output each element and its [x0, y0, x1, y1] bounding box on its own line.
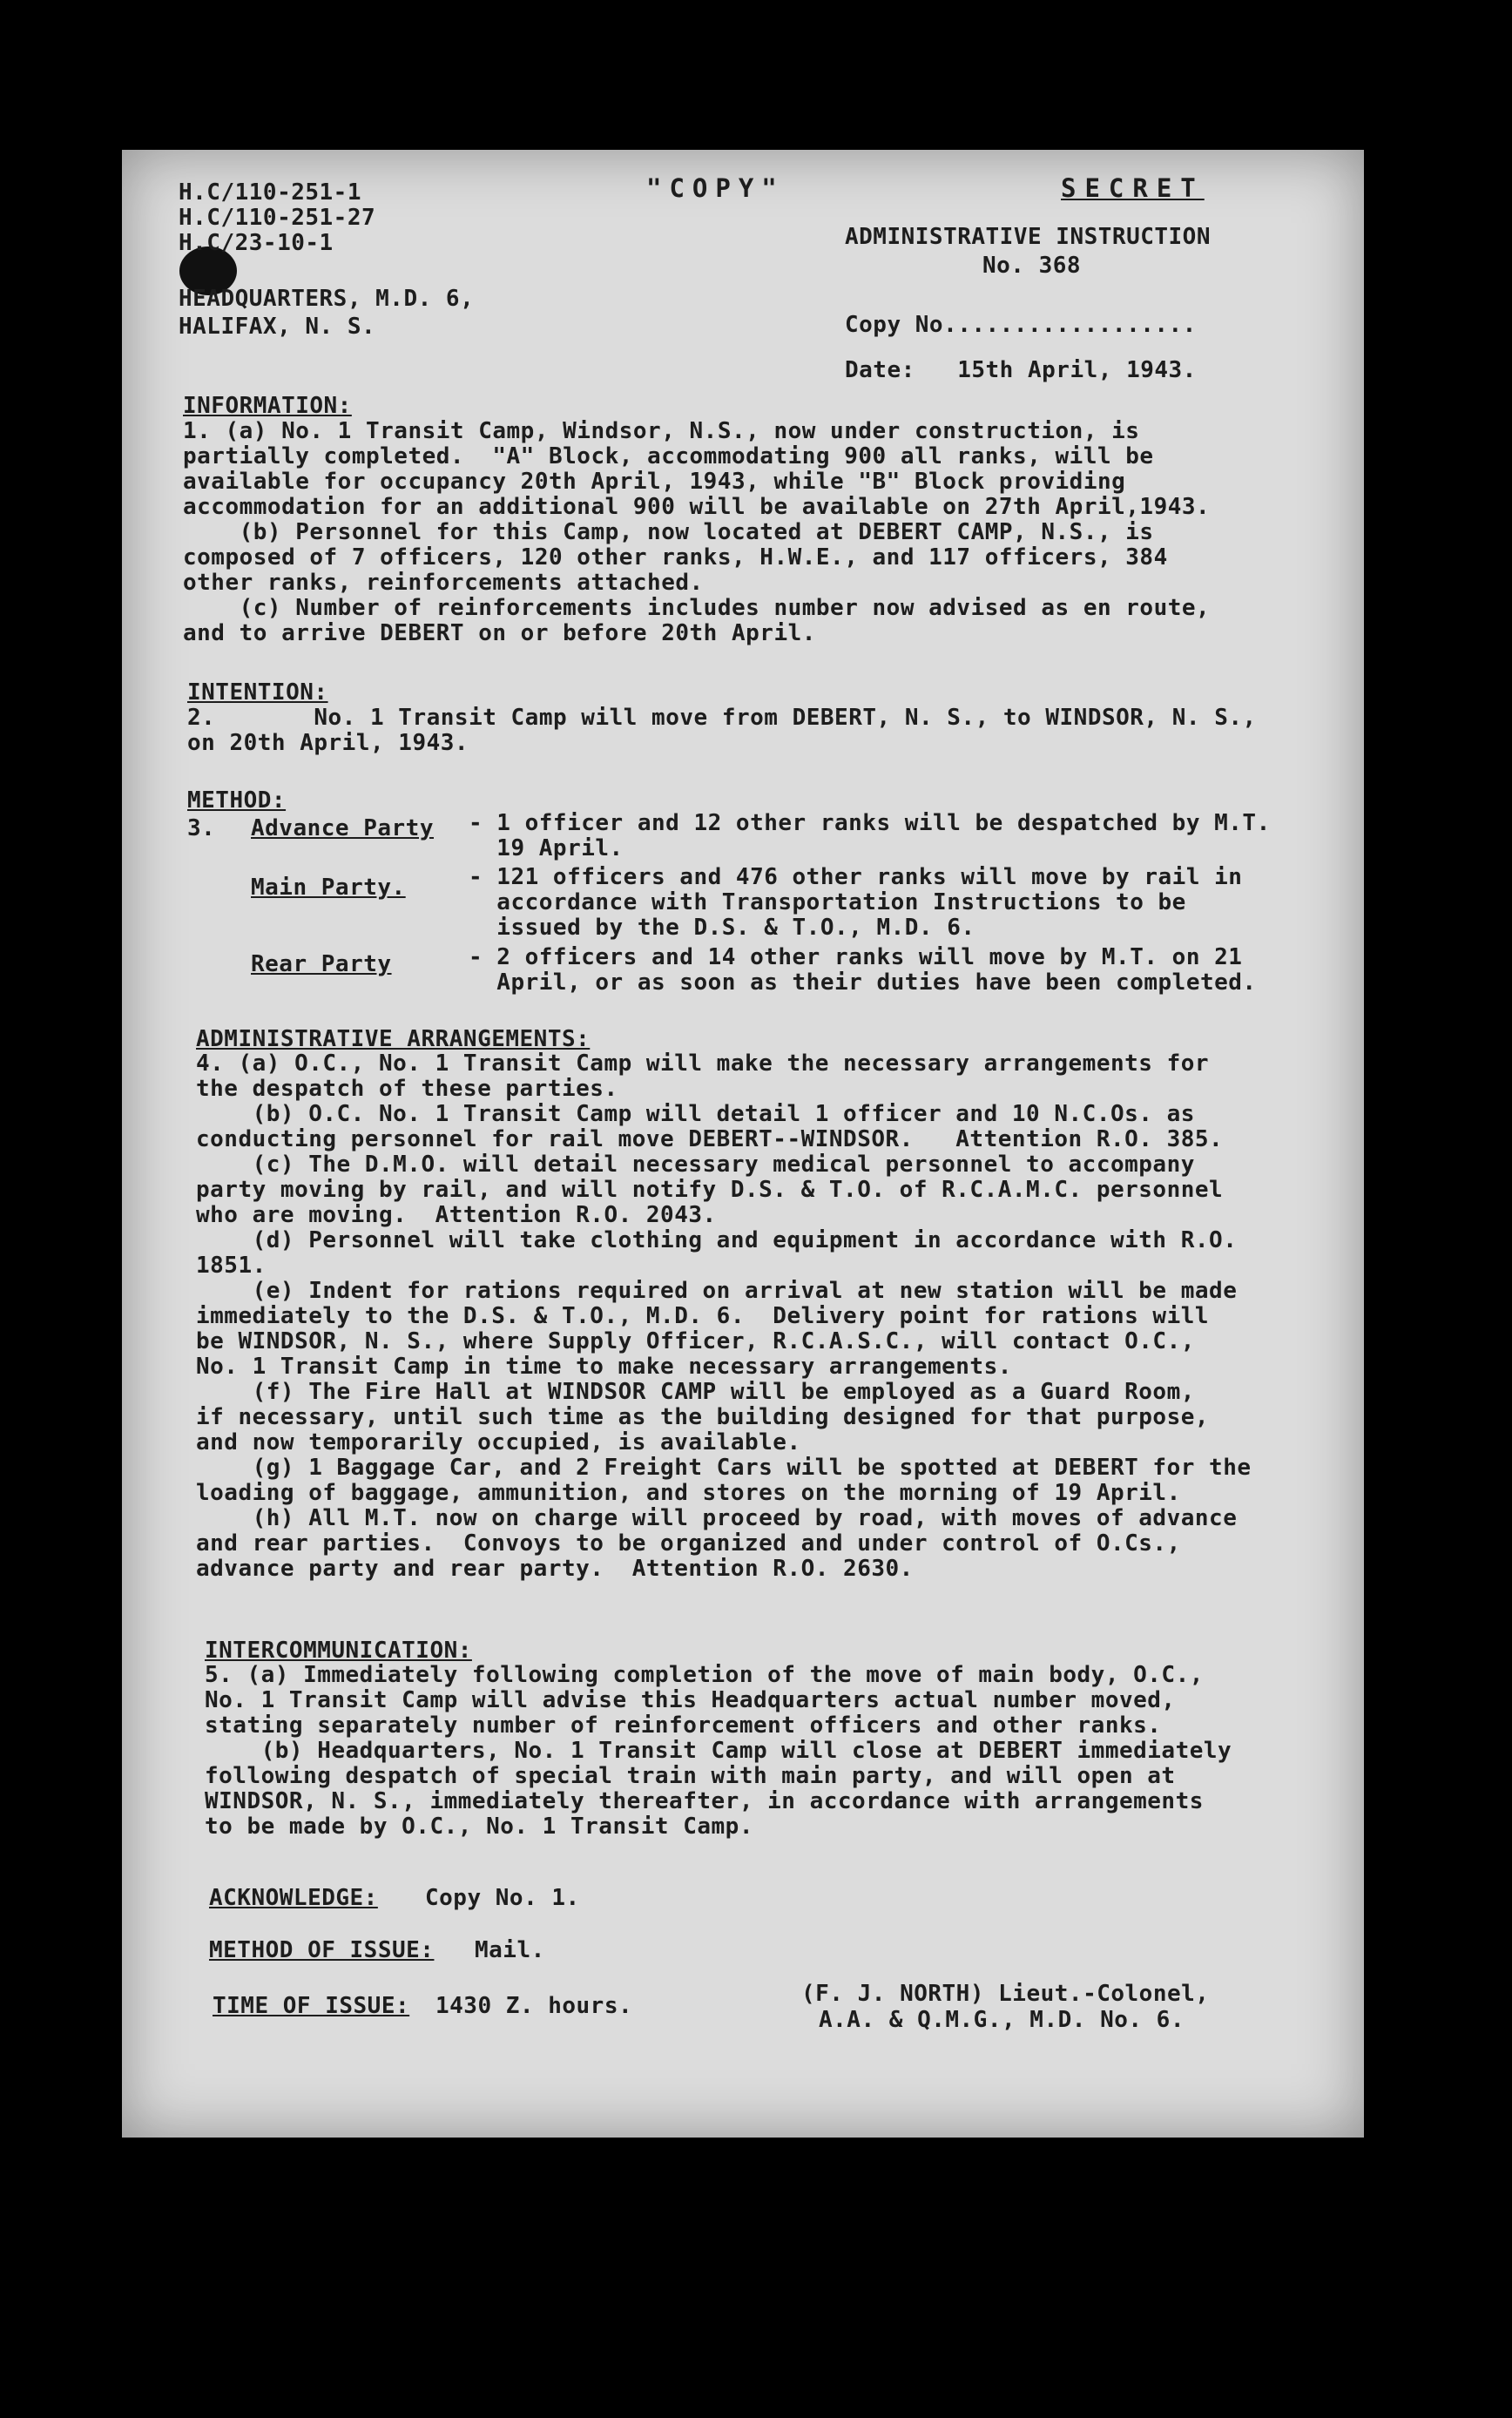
file-ref-1: H.C/110-251-1 [179, 179, 361, 206]
advance-party-line: 19 April. [469, 835, 624, 861]
administrative-line: and rear parties. Convoys to be organized and under control of O.Cs., [196, 1530, 1181, 1557]
rear-party-label: Rear Party [251, 951, 392, 977]
time-of-issue-value: 1430 Z. hours. [435, 1993, 633, 2019]
copy-number-line: Copy No.................. [845, 312, 1197, 338]
information-line: composed of 7 officers, 120 other ranks, H.W.E., and 117 officers, 384 [183, 544, 1168, 571]
intercommunication-line: WINDSOR, N. S., immediately thereafter, in accordance with arrangements [205, 1788, 1204, 1814]
main-party-line: - 121 officers and 476 other ranks will move by rail in [469, 864, 1243, 890]
information-line: and to arrive DEBERT on or before 20th April. [183, 620, 816, 646]
administrative-line: No. 1 Transit Camp in time to make necessary arrangements. [196, 1354, 1012, 1380]
intercommunication-line: No. 1 Transit Camp will advise this Headquarters actual number moved, [205, 1687, 1176, 1713]
advance-party-line: - 1 officer and 12 other ranks will be despatched by M.T. [469, 810, 1271, 836]
administrative-line: (h) All M.T. now on charge will proceed by road, with moves of advance [196, 1505, 1238, 1531]
intercommunication-heading: INTERCOMMUNICATION: [205, 1638, 472, 1664]
main-party-line: accordance with Transportation Instructions to be [469, 889, 1186, 915]
acknowledge-value: Copy No. 1. [425, 1885, 580, 1911]
administrative-line: (c) The D.M.O. will detail necessary medical personnel to accompany [196, 1152, 1195, 1178]
main-party-label: Main Party. [251, 875, 406, 901]
administrative-line: the despatch of these parties. [196, 1076, 618, 1102]
method-of-issue-label: METHOD OF ISSUE: [209, 1937, 435, 1963]
main-party-line: issued by the D.S. & T.O., M.D. 6. [469, 915, 975, 941]
administrative-line: and now temporarily occupied, is available. [196, 1429, 801, 1456]
copy-mark: "COPY" [646, 173, 785, 203]
administrative-line: (g) 1 Baggage Car, and 2 Freight Cars will be spotted at DEBERT for the [196, 1455, 1252, 1481]
administrative-line: 1851. [196, 1253, 267, 1279]
administrative-heading: ADMINISTRATIVE ARRANGEMENTS: [196, 1026, 591, 1052]
file-ref-3: H.C/23-10-1 [179, 230, 334, 256]
method-of-issue-value: Mail. [475, 1937, 545, 1963]
administrative-line: immediately to the D.S. & T.O., M.D. 6. Delivery point for rations will [196, 1303, 1210, 1329]
administrative-line: (d) Personnel will take clothing and equipment in accordance with R.O. [196, 1227, 1238, 1253]
instruction-number: No. 368 [982, 253, 1082, 279]
intercommunication-line: stating separately number of reinforcement officers and other ranks. [205, 1712, 1162, 1739]
intercommunication-line: 5. (a) Immediately following completion of the move of main body, O.C., [205, 1662, 1204, 1688]
date-line: Date: 15th April, 1943. [845, 357, 1197, 383]
information-line: partially completed. "A" Block, accommodating 900 all ranks, will be [183, 443, 1154, 469]
rear-party-line: April, or as soon as their duties have been completed. [469, 969, 1257, 996]
signature-appointment: A.A. & Q.M.G., M.D. No. 6. [819, 2007, 1185, 2033]
acknowledge-label: ACKNOWLEDGE: [209, 1885, 378, 1911]
administrative-line: (f) The Fire Hall at WINDSOR CAMP will be employed as a Guard Room, [196, 1379, 1195, 1405]
intention-line: 2. No. 1 Transit Camp will move from DEBERT, N. S., to WINDSOR, N. S., [187, 705, 1257, 731]
administrative-line: be WINDSOR, N. S., where Supply Officer, R.C.A.S.C., will contact O.C., [196, 1328, 1195, 1354]
information-line: 1. (a) No. 1 Transit Camp, Windsor, N.S., now under construction, is [183, 418, 1140, 444]
administrative-line: 4. (a) O.C., No. 1 Transit Camp will make the necessary arrangements for [196, 1050, 1210, 1077]
headquarters-location: HALIFAX, N. S. [179, 314, 376, 340]
information-line: (c) Number of reinforcements includes number now advised as en route, [183, 595, 1211, 621]
method-heading: METHOD: [187, 787, 287, 814]
intention-line: on 20th April, 1943. [187, 730, 469, 756]
information-line: (b) Personnel for this Camp, now located at DEBERT CAMP, N.S., is [183, 519, 1154, 545]
time-of-issue-label: TIME OF ISSUE: [213, 1993, 410, 2019]
information-line: other ranks, reinforcements attached. [183, 570, 704, 596]
intercommunication-line: (b) Headquarters, No. 1 Transit Camp will close at DEBERT immediately [205, 1738, 1232, 1764]
intercommunication-line: following despatch of special train with main party, and will open at [205, 1763, 1176, 1789]
administrative-line: conducting personnel for rail move DEBERT--WINDSOR. Attention R.O. 385. [196, 1126, 1224, 1152]
intention-heading: INTENTION: [187, 679, 328, 706]
administrative-line: advance party and rear party. Attention R.O. 2630. [196, 1556, 914, 1582]
advance-party-label: Advance Party [251, 815, 434, 841]
administrative-line: (b) O.C. No. 1 Transit Camp will detail 1 officer and 10 N.C.Os. as [196, 1101, 1195, 1127]
headquarters-line: HEADQUARTERS, M.D. 6, [179, 286, 475, 312]
administrative-line: loading of baggage, ammunition, and stores on the morning of 19 April. [196, 1480, 1181, 1506]
administrative-line: (e) Indent for rations required on arrival at new station will be made [196, 1278, 1238, 1304]
administrative-line: who are moving. Attention R.O. 2043. [196, 1202, 717, 1228]
intercommunication-line: to be made by O.C., No. 1 Transit Camp. [205, 1814, 753, 1840]
rear-party-line: - 2 officers and 14 other ranks will move by M.T. on 21 [469, 944, 1243, 970]
administrative-line: if necessary, until such time as the building designed for that purpose, [196, 1404, 1210, 1430]
administrative-line: party moving by rail, and will notify D.S. & T.O. of R.C.A.M.C. personnel [196, 1177, 1224, 1203]
method-paragraph-number: 3. [187, 815, 216, 841]
instruction-title: ADMINISTRATIVE INSTRUCTION [845, 224, 1211, 250]
information-heading: INFORMATION: [183, 393, 352, 419]
classification-marking: SECRET [1061, 173, 1205, 203]
information-line: accommodation for an additional 900 will be available on 27th April,1943. [183, 494, 1211, 520]
signature-name: (F. J. NORTH) Lieut.-Colonel, [801, 1981, 1210, 2007]
file-ref-2: H.C/110-251-27 [179, 205, 376, 231]
information-line: available for occupancy 20th April, 1943, while "B" Block providing [183, 469, 1126, 495]
